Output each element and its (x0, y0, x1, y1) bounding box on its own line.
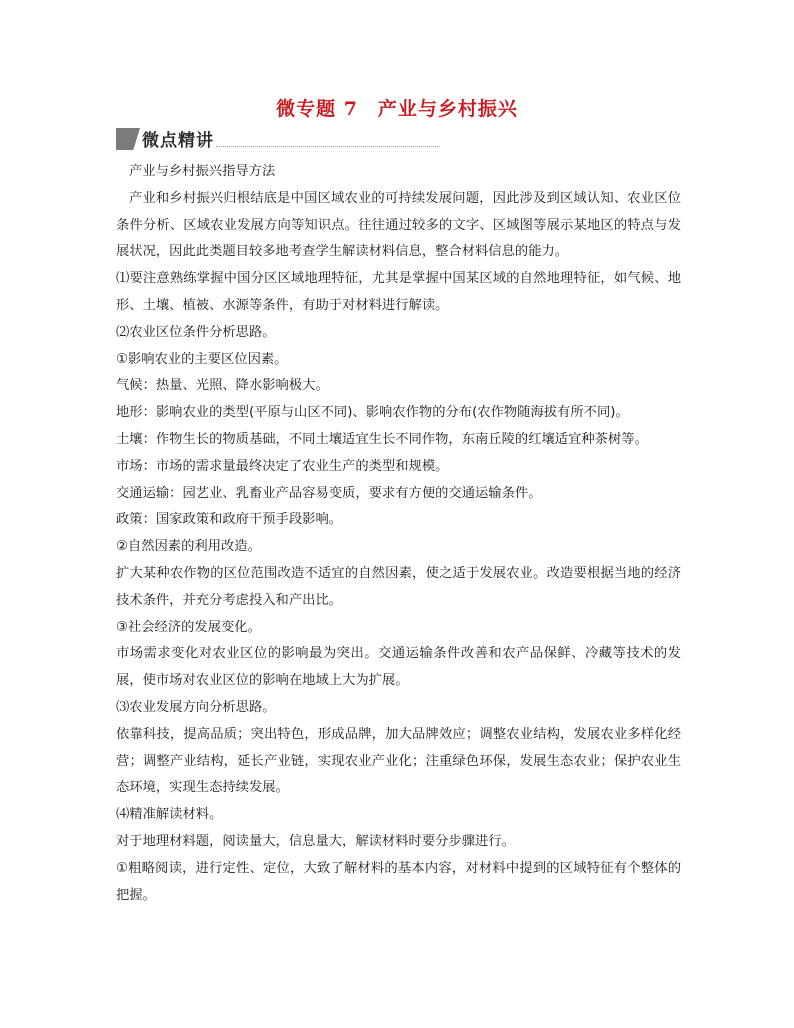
page-title: 微专题 7 产业与乡村振兴 (276, 98, 518, 120)
paragraph-terrain: 地形：影响农业的类型(平原与山区不同)、影响农作物的分布(农作物随海拔有所不同)。 (116, 405, 629, 421)
paragraph-intro: 产业和乡村振兴归根结底是中国区域农业的可持续发展问题，因此涉及到区域认知、农业区位条件分析、区域农业发展方向等知识点。往往通过较多的文字、区域图等展示某地区的特点与发展状况，因此此类题目较多地考查学生解读材料信息，整合材料信息的能力。 (116, 190, 681, 260)
paragraph-sub-1: ①影响农业的主要区位因素。 (116, 351, 288, 367)
paragraph-reform: 扩大某种农作物的区位范围改造不适宜的自然因素，使之适于发展农业。改造要根据当地的经济技术条件，并充分考虑投入和产出比。 (116, 565, 681, 608)
paragraph-point-4: ⑷精准解读材料。 (116, 807, 223, 823)
paragraph-market-change: 市场需求变化对农业区位的影响最为突出。交通运输条件改善和农产品保鲜、冷藏等技术的发展，使市场对农业区位的影响在地域上大为扩展。 (116, 646, 681, 689)
paragraph-point-2: ⑵农业区位条件分析思路。 (116, 324, 276, 340)
paragraph-soil: 土壤：作物生长的物质基础，不同土壤适宜生长不同作物，东南丘陵的红壤适宜种茶树等。 (116, 431, 648, 447)
paragraph-sub-reading-1: ①粗略阅读，进行定性、定位，大致了解材料的基本内容，对材料中提到的区域特征有个整体的把握。 (116, 860, 681, 903)
section-header-label: 微点精讲 (142, 131, 214, 151)
document-body (116, 159, 681, 909)
paragraph-development: 依靠科技，提高品质；突出特色，形成品牌，加大品牌效应；调整农业结构，发展农业多样化经营；调整产业结构，延长产业链，实现农业产业化；注重绿色环保，发展生态农业；保护农业生态环境，实现生态持续发展。 (116, 726, 681, 796)
paragraph-sub-3: ③社会经济的发展变化。 (116, 619, 261, 635)
section-header-block (116, 128, 140, 150)
paragraph-point-3: ⑶农业发展方向分析思路。 (116, 699, 276, 715)
section-header-dotted-line (216, 146, 440, 147)
paragraph-sub-2: ②自然因素的利用改造。 (116, 539, 261, 555)
subtitle: 产业与乡村振兴指导方法 (129, 164, 276, 179)
section-header (116, 128, 442, 152)
paragraph-point-1: ⑴要注意熟练掌握中国分区区域地理特征，尤其是掌握中国某区域的自然地理特征，如气候、地形、土壤、植被、水源等条件，有助于对材料进行解读。 (116, 271, 681, 313)
paragraph-reading: 对于地理材料题，阅读量大，信息量大，解读材料时要分步骤进行。 (116, 833, 515, 849)
paragraph-market: 市场：市场的需求量最终决定了农业生产的类型和规模。 (116, 458, 449, 474)
paragraph-transport: 交通运输：园艺业、乳畜业产品容易变质，要求有方便的交通运输条件。 (116, 485, 542, 501)
paragraph-policy: 政策：国家政策和政府干预手段影响。 (116, 512, 343, 528)
paragraph-climate: 气候：热量、光照、降水影响极大。 (116, 378, 329, 394)
